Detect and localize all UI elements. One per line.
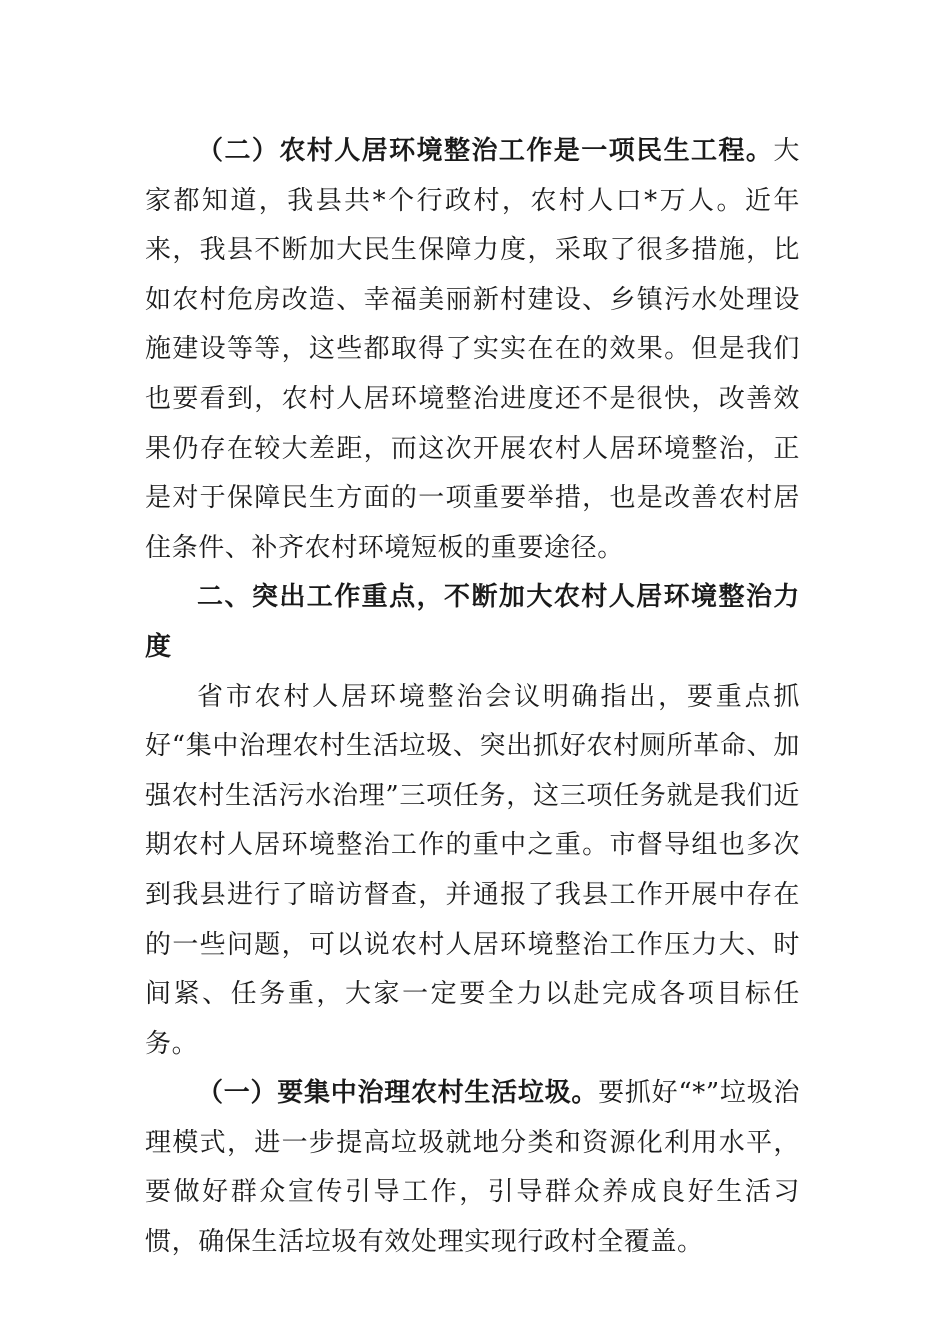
paragraph-three-tasks [145,673,800,1070]
paragraph-text: 大家都知道，我县共*个行政村，农村人口*万人。近年来，我县不断加大民生保障力度，采取了很多措施，比如农村危房改造、幸福美丽新村建设、乡镇污水处理设施建设等等，这些都取得了实实在在的效果。但是我们也要看到，农村人居环境整治进度还不是很快，改善效果仍存在较大差距，而这次开展农村人居环境整治，正是对于保障民生方面的一项重要举措，也是改善农村居住条件、补齐农村环境短板的重要途径。 [145,136,800,563]
section-heading-two: 二、突出工作重点，不断加大农村人居环境整治力度 [145,582,800,662]
paragraph-lead-bold: （二）农村人居环境整治工作是一项民生工程。 [197,136,774,166]
document-body [145,127,800,1268]
paragraph-garbage-treatment [145,1069,800,1267]
paragraph-text: 省市农村人居环境整治会议明确指出，要重点抓好“集中治理农村生活垃圾、突出抓好农村厕所革命、加强农村生活污水治理”三项任务，这三项任务就是我们近期农村人居环境整治工作的重中之重。市督导组也多次到我县进行了暗访督查，并通报了我县工作开展中存在的一些问题，可以说农村人居环境整治工作压力大、时间紧、任务重，大家一定要全力以赴完成各项目标任务。 [145,681,800,1059]
paragraph-lead-bold: （一）要集中治理农村生活垃圾。 [197,1078,599,1109]
paragraph-livelihood-project [145,127,800,573]
paragraph-text: 要抓好“*”垃圾治理模式，进一步提高垃圾就地分类和资源化利用水平，要做好群众宣传引导工作，引导群众养成良好生活习惯，确保生活垃圾有效处理实现行政村全覆盖。 [145,1078,800,1258]
